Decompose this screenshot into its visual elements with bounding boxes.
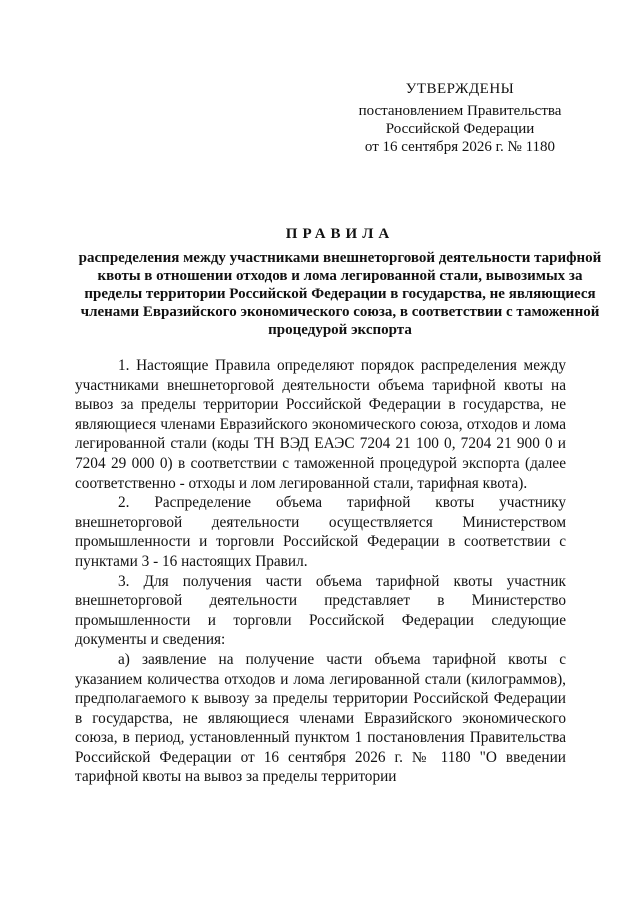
paragraph-3: 3. Для получения части объема тарифной квоты участник внешнеторговой деятельности представляет в Министерство промышленности и торговли Российской Федерации следующие документы и сведения: [75, 572, 566, 649]
approval-line-date-number: от 16 сентября 2026 г. № 1180 [364, 139, 556, 155]
document-title: ПРАВИЛА [285, 226, 395, 242]
document-subtitle: распределения между участниками внешнеторговой деятельности тарифной квоты в отношении отходов и лома легированной стали, вывозимых за пределы территории Российской Федерации в государства, не являющиеся членами Евразийского экономического союза, в соответствии с таможенной процедурой экспорта [78, 250, 602, 338]
paragraph-3a: а) заявление на получение части объема тарифной квоты с указанием количества отходов и лома легированной стали (килограммов), предполагаемого к вывозу за пределы территории Российской Федерации в государства, не являющиеся членами Евразийского экономического союза, в период, установленный пунктом 1 постановления Правительства Российской Федерации от 16 сентября 2026 г. № 1180 "О введении тарифной квоты на вывоз за пределы территории [75, 650, 566, 786]
document-body [75, 356, 566, 787]
approval-line-government: Российской Федерации [385, 121, 535, 137]
approval-heading: УТВЕРЖДЕНЫ [405, 81, 515, 97]
approval-block [352, 80, 568, 156]
approval-line-resolution: постановлением Правительства [358, 103, 562, 119]
paragraph-1: 1. Настоящие Правила определяют порядок распределения между участниками внешнеторговой деятельности объема тарифной квоты на вывоз за пределы территории Российской Федерации в государства, не являющиеся членами Евразийского экономического союза, отходов и лома легированной стали (коды ТН ВЭД ЕАЭС 7204 21 100 0, 7204 21 900 0 и 7204 29 000 0) в соответствии с таможенной процедурой экспорта (далее соответственно - отходы и лом легированной стали, тарифная квота). [75, 357, 566, 492]
paragraph-2: 2. Распределение объема тарифной квоты участнику внешнеторговой деятельности осуществляется Министерством промышленности и торговли Российской Федерации в соответствии с пунктами 3 - 16 настоящих Правил. [75, 494, 566, 570]
